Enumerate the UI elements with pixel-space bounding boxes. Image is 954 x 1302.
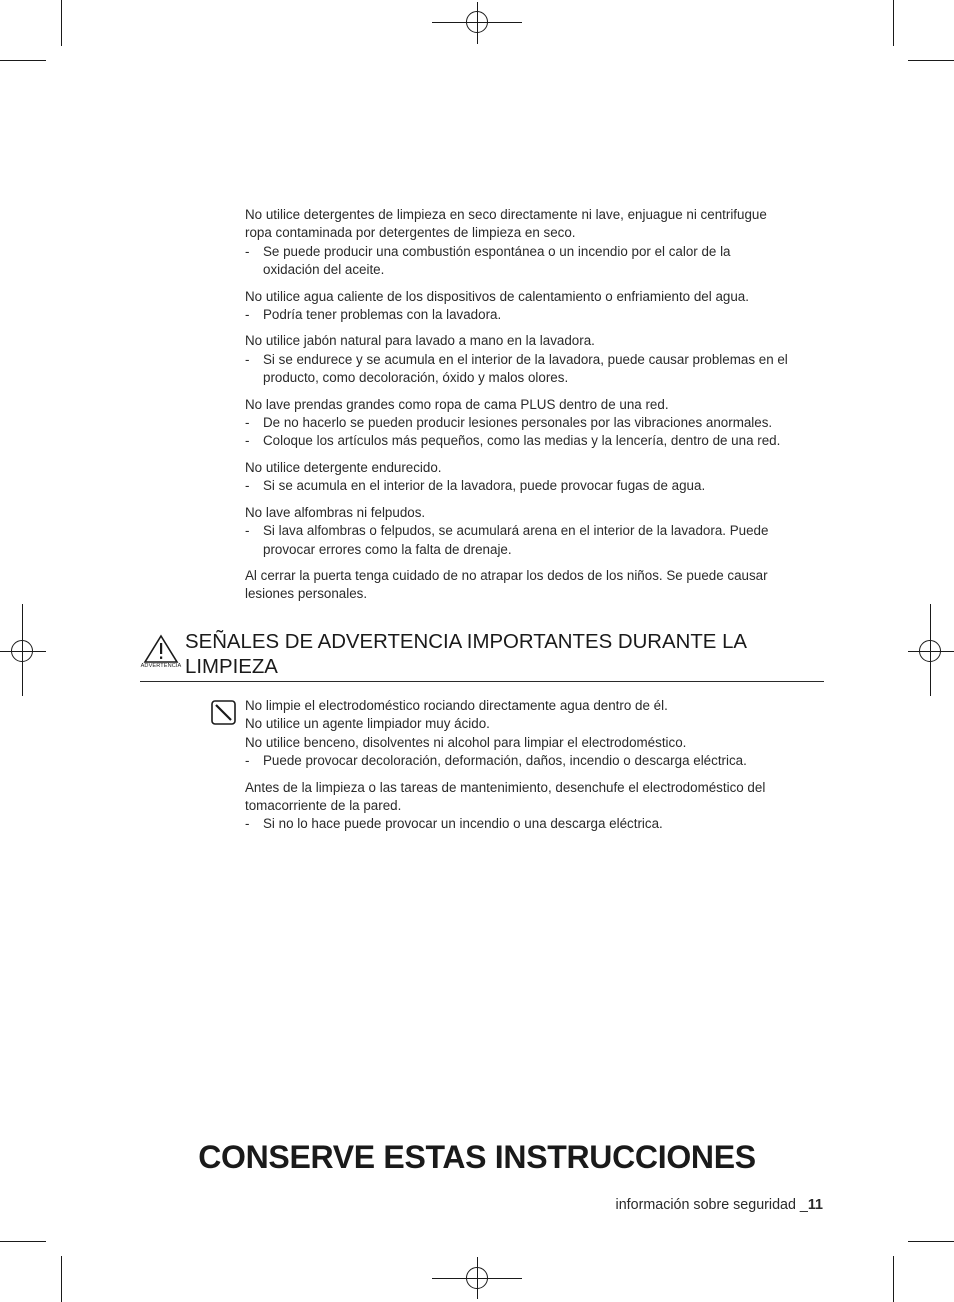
- instruction-text: No utilice benceno, disolventes ni alcohol para limpiar el electrodoméstico.: [245, 734, 687, 750]
- bullet-dash: -: [245, 243, 250, 259]
- instruction-text: tomacorriente de la pared.: [245, 798, 402, 814]
- bullet-text: Coloque los artículos más pequeños, como las medias y la lencería, dentro de una red.: [263, 433, 781, 449]
- instruction-text: No limpie el electrodoméstico rociando directamente agua dentro de él.: [245, 698, 668, 713]
- instruction-text: Al cerrar la puerta tenga cuidado de no atrapar los dedos de los niños. Se puede causar: [245, 567, 768, 583]
- page-big-title: CONSERVE ESTAS INSTRUCCIONES: [198, 1139, 756, 1175]
- instruction-block: [245, 206, 825, 280]
- bullet-dash: -: [245, 433, 250, 449]
- warning-icon-label: ADVERTENCIA: [140, 663, 182, 669]
- bullet-text: Si se endurece y se acumula en el interior de la lavadora, puede causar problemas en el: [263, 351, 788, 367]
- instruction-text: No lave alfombras ni felpudos.: [245, 504, 426, 520]
- bullet-dash: -: [245, 307, 250, 323]
- bullet-text: provocar errores como la falta de drenaje.: [263, 541, 512, 557]
- instruction-text: No lave prendas grandes como ropa de cama PLUS dentro de una red.: [245, 396, 669, 412]
- section-precautions: [245, 206, 825, 612]
- instruction-text: No utilice detergentes de limpieza en seco directamente ni lave, enjuague ni centrifugue: [245, 207, 767, 222]
- instruction-text: ropa contaminada por detergentes de limpieza en seco.: [245, 225, 576, 241]
- bullet-item: [245, 351, 825, 388]
- instruction-block: [245, 697, 825, 771]
- section-title-line: SEÑALES DE ADVERTENCIA IMPORTANTES DURANTE LA: [185, 631, 748, 653]
- bullet-dash: -: [245, 523, 250, 539]
- page-footer: [616, 1197, 823, 1213]
- bullet-text: Si lava alfombras o felpudos, se acumulará arena en el interior de la lavadora. Puede: [263, 523, 769, 539]
- section-cleaning-warnings: [245, 697, 825, 842]
- instruction-text: No utilice agua caliente de los dispositivos de calentamiento o enfriamiento del agua.: [245, 288, 749, 304]
- bullet-dash: -: [245, 753, 250, 769]
- page-number: 11: [807, 1197, 823, 1213]
- bullet-item: [245, 752, 825, 770]
- bullet-dash: -: [245, 415, 250, 431]
- bullet-item: [245, 815, 825, 833]
- bullet-item: [245, 477, 825, 495]
- bullet-item: [245, 414, 825, 432]
- bullet-text: Si se acumula en el interior de la lavadora, puede provocar fugas de agua.: [263, 478, 706, 494]
- warning-heading: [140, 628, 824, 682]
- bullet-text: Podría tener problemas con la lavadora.: [263, 307, 502, 323]
- instruction-text: lesiones personales.: [245, 586, 368, 602]
- bullet-item: [245, 432, 825, 450]
- bullet-text: Puede provocar decoloración, deformación, daños, incendio o descarga eléctrica.: [263, 753, 747, 769]
- bullet-text: Se puede producir una combustión espontánea o un incendio por el calor de la: [263, 243, 731, 259]
- instruction-block: [245, 459, 825, 496]
- bullet-dash: -: [245, 478, 250, 494]
- bullet-dash: -: [245, 351, 250, 367]
- instruction-text: No utilice jabón natural para lavado a mano en la lavadora.: [245, 333, 595, 349]
- instruction-block: [245, 288, 825, 325]
- bullet-text: Si no lo hace puede provocar un incendio o una descarga eléctrica.: [263, 816, 663, 832]
- instruction-block: [245, 567, 825, 604]
- instruction-text: Antes de la limpieza o las tareas de mantenimiento, desenchufe el electrodoméstico del: [245, 779, 766, 795]
- instruction-text: No utilice un agente limpiador muy ácido.: [245, 716, 490, 732]
- bullet-item: [245, 522, 825, 559]
- footer-text: información sobre seguridad _: [615, 1197, 808, 1213]
- bullet-item: [245, 306, 825, 324]
- no-wet-cleaning-icon: [211, 700, 236, 725]
- bullet-text: producto, como decoloración, óxido y malos olores.: [263, 370, 569, 386]
- bullet-dash: -: [245, 816, 250, 832]
- section-title: [185, 630, 824, 680]
- instruction-block: [245, 779, 825, 834]
- instruction-text: No utilice detergente endurecido.: [245, 459, 442, 475]
- bullet-item: [245, 243, 825, 280]
- instruction-block: [245, 504, 825, 559]
- section-title-line: LIMPIEZA: [185, 656, 278, 678]
- bullet-text: oxidación del aceite.: [263, 262, 385, 278]
- instruction-block: [245, 396, 825, 451]
- bullet-text: De no hacerlo se pueden producir lesiones personales por las vibraciones anormales.: [263, 415, 773, 431]
- instruction-block: [245, 332, 825, 387]
